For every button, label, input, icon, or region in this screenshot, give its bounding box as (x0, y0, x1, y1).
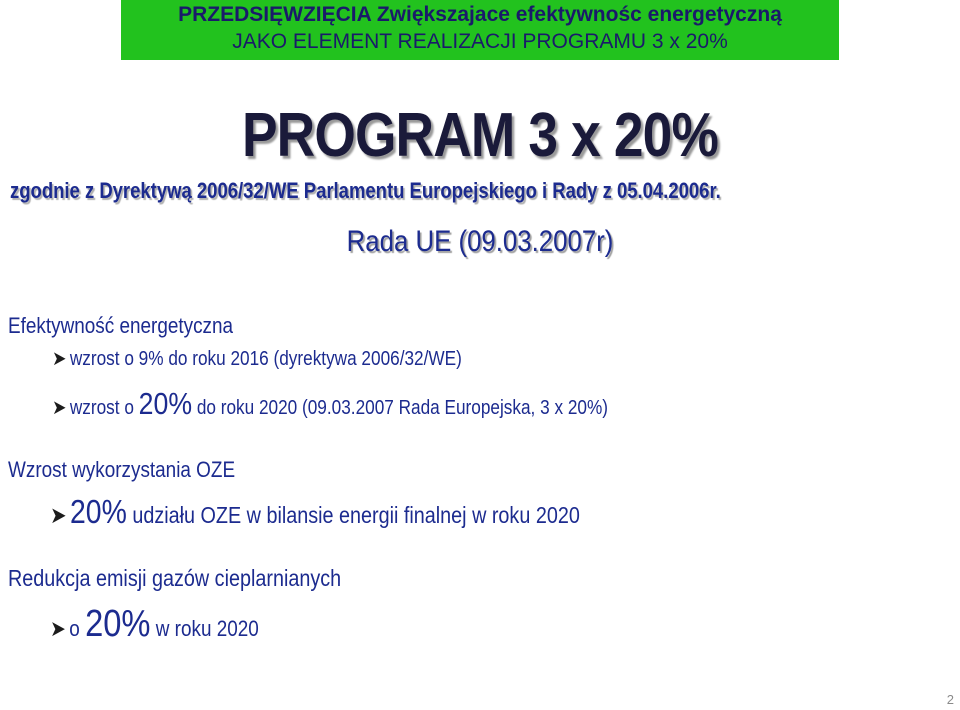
page-number: 2 (946, 692, 954, 707)
emissions-heading: Redukcja emisji gazów cieplarnianych (8, 565, 342, 591)
efficiency-bullet-1 (52, 346, 462, 371)
arrow-bullet-icon: ➤ (52, 348, 67, 370)
bullet-text-suffix: udziału OZE w bilansie energii finalnej w roku 2020 (126, 502, 580, 528)
bullet-text-prefix: wzrost o (69, 397, 139, 419)
arrow-bullet-icon: ➤ (52, 397, 67, 419)
directive-subtitle: zgodnie z Dyrektywą 2006/32/WE Parlamentu Europejskiego i Rady z 05.04.2006r. (10, 178, 721, 203)
arrow-bullet-icon: ➤ (50, 616, 66, 641)
banner-title-line2: JAKO ELEMENT REALIZACJI PROGRAMU 3 x 20% (232, 30, 728, 53)
bullet-highlight: 20% (138, 386, 193, 421)
bullet-highlight: 20% (70, 493, 127, 530)
bullet-text-prefix: o (69, 616, 86, 641)
arrow-bullet-icon: ➤ (50, 502, 67, 528)
oze-heading: Wzrost wykorzystania OZE (8, 457, 236, 482)
oze-bullet (50, 493, 580, 531)
bullet-text-suffix: do roku 2020 (09.03.2007 Rada Europejska, 3 x 20%) (192, 397, 608, 419)
bullet-text-suffix: w roku 2020 (150, 616, 259, 641)
program-title: PROGRAM 3 x 20% (241, 101, 719, 170)
bullet-text: wzrost o 9% do roku 2016 (dyrektywa 2006/32/WE) (69, 348, 462, 370)
banner-title-line1: PRZEDSIĘWZIĘCIA Zwiększajace efektywnośc energetyczną (178, 3, 782, 26)
efficiency-heading: Efektywność energetyczna (8, 313, 234, 338)
bullet-highlight: 20% (85, 603, 151, 645)
emissions-bullet (50, 603, 259, 646)
efficiency-bullet-2 (52, 386, 608, 422)
council-subtitle: Rada UE (09.03.2007r) (346, 225, 614, 258)
